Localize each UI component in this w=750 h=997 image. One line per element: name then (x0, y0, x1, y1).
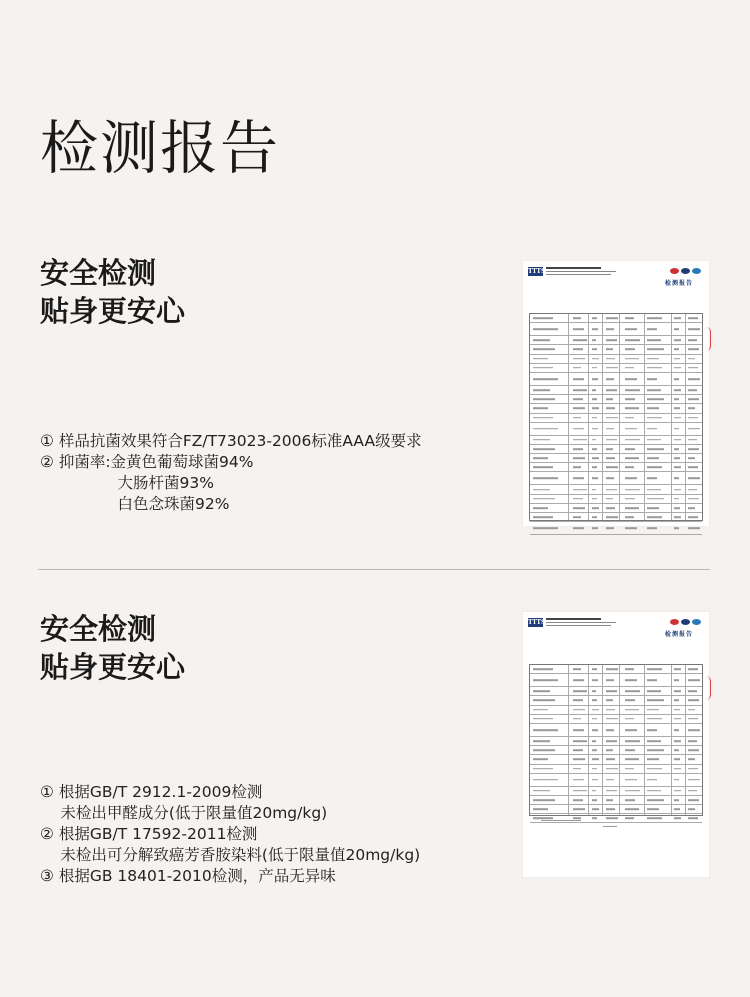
report-table (529, 664, 703, 816)
report-table-row (530, 765, 702, 774)
report-table-row (530, 323, 702, 336)
cert-mark-icon (681, 268, 690, 274)
report-table-row (530, 454, 702, 463)
section1-results (40, 431, 422, 515)
list-item: ① 样品抗菌效果符合FZ/T73023-2006标准AAA级要求 (40, 432, 422, 450)
report-table-row (530, 696, 702, 705)
report-table-row (530, 774, 702, 787)
report-table-row (530, 364, 702, 373)
report-table-row (530, 423, 702, 436)
report-table-row (530, 373, 702, 386)
report-table-row (530, 706, 702, 715)
report-table-row (530, 436, 702, 445)
report-table-row (530, 404, 702, 413)
list-item: 未检出甲醛成分(低于限量值20mg/kg) (40, 804, 328, 822)
list-item: 未检出可分解致癌芳香胺染料(低于限量值20mg/kg) (40, 846, 421, 864)
report-table-row (530, 687, 702, 696)
report-title: 检测报告 (664, 280, 693, 287)
report-table-row (530, 414, 702, 423)
report-table-row (530, 345, 702, 354)
report-table (529, 313, 703, 521)
report-table-row (530, 495, 702, 504)
report-table-row (530, 674, 702, 687)
list-item: ② 根据GB/T 17592-2011检测 (40, 825, 258, 843)
list-item: ③ 根据GB 18401-2010检测，产品无异味 (40, 867, 336, 885)
list-item: 大肠杆菌93% (40, 474, 214, 492)
cert-mark-icon (670, 268, 679, 274)
list-item: ① 根据GB/T 2912.1-2009检测 (40, 783, 263, 801)
report-table-row (530, 513, 702, 522)
report-table-row (530, 504, 702, 513)
report-table-row (530, 814, 702, 823)
report-table-row (530, 395, 702, 404)
report-table-row (530, 715, 702, 724)
report-table-row (530, 796, 702, 805)
report-title: 检测报告 (664, 631, 693, 638)
section2-headline-line1: 安全检测 (40, 612, 157, 646)
report-table-row (530, 472, 702, 485)
report-table-row (530, 336, 702, 345)
cert-mark-icon (670, 619, 679, 625)
report-table-row (530, 787, 702, 796)
section-divider (38, 569, 710, 570)
seal-icon (706, 327, 711, 351)
test-report-image-2 (523, 612, 709, 877)
page-title: 检测报告 (40, 114, 281, 182)
report-table-row (530, 355, 702, 364)
certification-marks (668, 268, 701, 275)
report-table-row (530, 314, 702, 323)
cert-mark-icon (692, 268, 701, 274)
test-report-image-1 (523, 261, 709, 526)
report-table-row (530, 445, 702, 454)
report-table-row (530, 665, 702, 674)
seal-icon (706, 676, 711, 700)
section1-headline-line1: 安全检测 (40, 256, 157, 290)
report-table-row (530, 522, 702, 535)
report-header-lines (546, 267, 616, 275)
section1-headline-line2: 贴身更安心 (40, 294, 186, 328)
report-table-row (530, 737, 702, 746)
report-footnote (541, 820, 581, 821)
report-logo: TTTS (528, 268, 546, 275)
list-item: ② 抑菌率:金黄色葡萄球菌94% (40, 453, 254, 471)
report-end-mark (603, 826, 617, 827)
section1-headline (40, 254, 185, 330)
report-logo: TTTS (528, 619, 546, 626)
cert-mark-icon (692, 619, 701, 625)
report-header-lines (546, 618, 616, 626)
report-table-row (530, 386, 702, 395)
cert-mark-icon (681, 619, 690, 625)
report-table-row (530, 755, 702, 764)
list-item: 白色念珠菌92% (40, 495, 230, 513)
report-table-row (530, 746, 702, 755)
section2-headline-line2: 贴身更安心 (40, 650, 186, 684)
report-table-row (530, 463, 702, 472)
report-table-row (530, 724, 702, 737)
report-table-row (530, 485, 702, 494)
certification-marks (668, 619, 701, 626)
section2-results (40, 782, 420, 887)
section2-headline (40, 610, 185, 686)
report-table-row (530, 805, 702, 814)
